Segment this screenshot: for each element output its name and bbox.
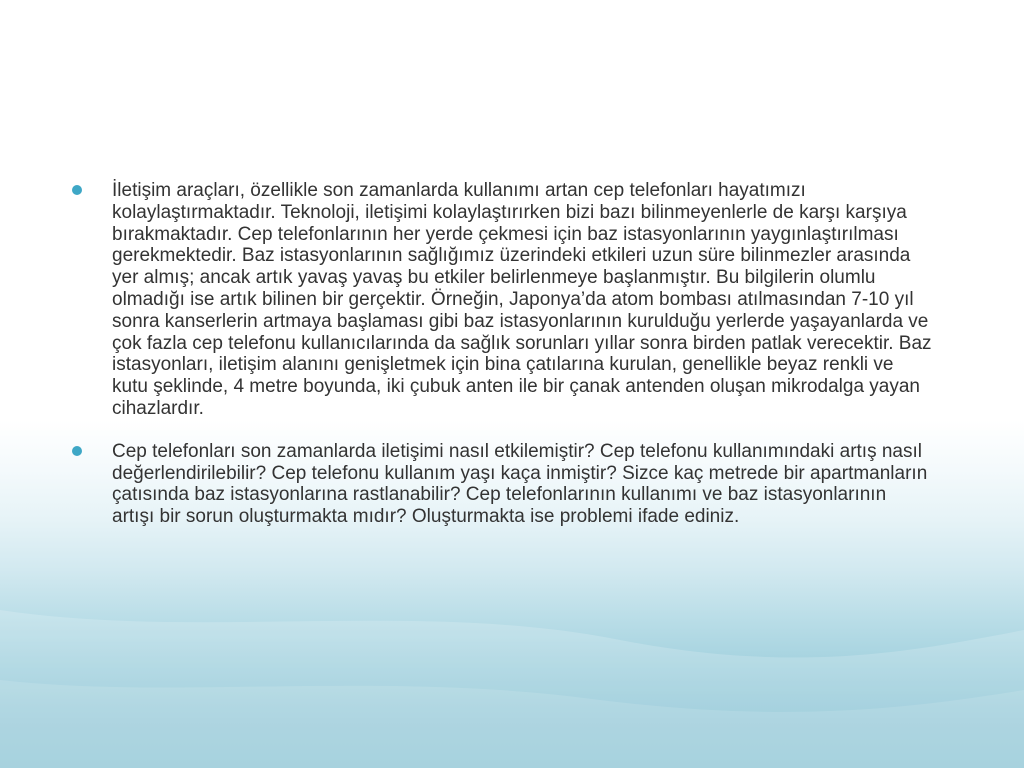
bullet-dot-icon — [72, 446, 82, 456]
slide-content — [72, 180, 932, 549]
bullet-item-2 — [72, 441, 932, 528]
bullet-text: İletişim araçları, özellikle son zamanlarda kullanımı artan cep telefonları hayatımızı kolaylaştırmaktadır. Teknoloji, iletişimi kolaylaştırırken bizi bazı bilinmeyenlerle de karşı karşıya bırakmaktadır. Cep telefonlarının her yerde çekmesi için baz istasyonlarının yaygınlaştırılması gerekmektedir. Baz istasyonlarının sağlığımız üzerindeki etkileri uzun süre bilinmezler arasında yer almış; ancak artık yavaş yavaş bu etkiler belirlenmeye başlanmıştır. Bu bilgilerin olumlu olmadığı ise artık bilinen bir gerçektir. Örneğin, Japonya’da atom bombası atılmasından 7-10 yıl sonra kanserlerin artmaya başlaması gibi baz istasyonlarının kurulduğu yerlerde yaşayanlarda ve çok fazla cep telefonu kullanıcılarında da sağlık sorunları yıllar sonra birden patlak verecektir. Baz istasyonları, iletişim alanını genişletmek için bina çatılarına kurulan, genellikle beyaz renkli ve kutu şeklinde, 4 metre boyunda, iki çubuk anten ile bir çanak antenden oluşan mikrodalga yayan cihazlardır. — [112, 180, 932, 419]
bullet-item-1 — [72, 180, 932, 420]
bullet-dot-icon — [72, 185, 82, 195]
bullet-list — [72, 180, 932, 528]
bullet-text: Cep telefonları son zamanlarda iletişimi nasıl etkilemiştir? Cep telefonu kullanımındaki artış nasıl değerlendirilebilir? Cep telefonu kullanım yaşı kaça inmiştir? Sizce kaç metrede bir apartmanların çatısında baz istasyonlarına rastlanabilir? Cep telefonlarının kullanımı ve baz istasyonlarının artışı bir sorun oluşturmakta mıdır? Oluşturmakta ise problemi ifade ediniz. — [112, 440, 928, 528]
